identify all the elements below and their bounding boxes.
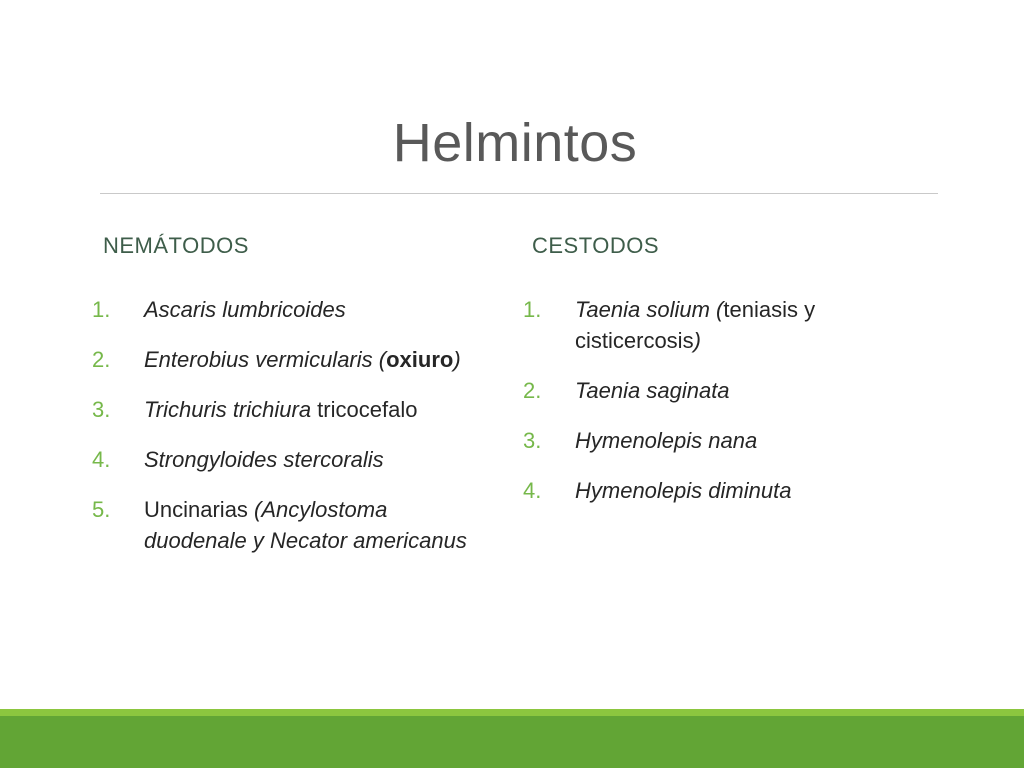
list-item xyxy=(92,294,492,325)
disease-name: teniasis y cisticercosis xyxy=(575,297,816,353)
list-number: 4. xyxy=(523,478,542,503)
cestodos-heading: CESTODOS xyxy=(532,233,660,258)
paren-close: ) xyxy=(693,328,701,353)
species-name: Hymenolepis nana xyxy=(575,428,758,453)
list-number: 5. xyxy=(92,497,111,522)
list-number: 3. xyxy=(92,397,111,422)
species-name: Taenia solium ( xyxy=(575,297,724,322)
list-number: 3. xyxy=(523,428,542,453)
common-name: tricocefalo xyxy=(311,397,418,422)
list-number: 2. xyxy=(523,378,542,403)
species-name: Enterobius vermicularis xyxy=(144,347,373,372)
species-name: (Ancylostoma duodenale y Necator americanus xyxy=(144,497,467,553)
list-number: 1. xyxy=(523,297,542,322)
list-number: 2. xyxy=(92,347,111,372)
nematodos-list xyxy=(92,294,492,575)
list-item xyxy=(92,394,492,425)
species-name: Strongyloides stercoralis xyxy=(144,447,384,472)
paren-close: ) xyxy=(453,347,461,372)
paren-open: ( xyxy=(378,347,387,372)
footer-band-light xyxy=(0,709,1024,716)
cestodos-list xyxy=(523,294,883,525)
common-name: Uncinarias xyxy=(144,497,255,522)
list-number: 1. xyxy=(92,297,111,322)
title-divider xyxy=(100,193,938,194)
list-item xyxy=(92,344,492,375)
nematodos-heading: NEMÁTODOS xyxy=(103,233,249,258)
slide-title: Helmintos xyxy=(392,113,638,173)
footer-band-dark xyxy=(0,716,1024,768)
list-item xyxy=(523,475,883,506)
list-item xyxy=(92,494,492,556)
list-item xyxy=(523,425,883,456)
species-name: Ascaris lumbricoides xyxy=(144,297,346,322)
species-name: Trichuris trichiura xyxy=(144,397,312,422)
species-name: Taenia saginata xyxy=(575,378,730,403)
common-name: oxiuro xyxy=(386,347,454,372)
list-item xyxy=(523,294,883,356)
species-name: Hymenolepis diminuta xyxy=(575,478,792,503)
list-item xyxy=(92,444,492,475)
list-item xyxy=(523,375,883,406)
list-number: 4. xyxy=(92,447,111,472)
